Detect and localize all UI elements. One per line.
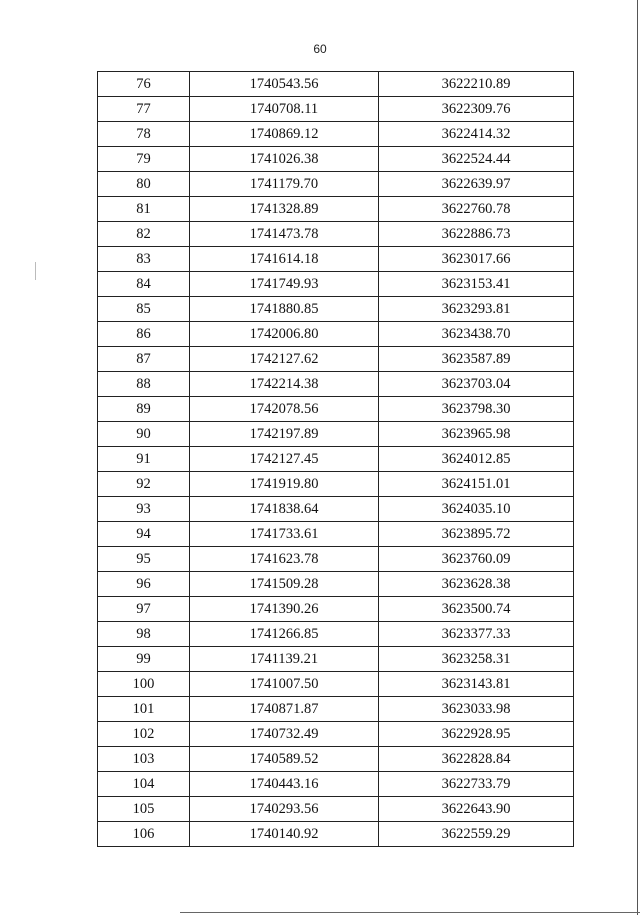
table-row: [98, 572, 574, 597]
point-number-cell: 96: [98, 572, 190, 597]
y-coordinate-cell: 3622760.78: [379, 197, 574, 222]
y-coordinate-cell: 3623628.38: [379, 572, 574, 597]
x-coordinate-cell: 1741390.26: [190, 597, 379, 622]
x-coordinate-cell: 1741880.85: [190, 297, 379, 322]
y-coordinate-cell: 3622524.44: [379, 147, 574, 172]
point-number-cell: 93: [98, 497, 190, 522]
x-coordinate-cell: 1741919.80: [190, 472, 379, 497]
point-number-cell: 77: [98, 97, 190, 122]
table-row: [98, 222, 574, 247]
x-coordinate-cell: 1741139.21: [190, 647, 379, 672]
table-row: [98, 547, 574, 572]
table-row: [98, 247, 574, 272]
y-coordinate-cell: 3622414.32: [379, 122, 574, 147]
point-number-cell: 104: [98, 772, 190, 797]
table-row: [98, 797, 574, 822]
y-coordinate-cell: 3623153.41: [379, 272, 574, 297]
table-row: [98, 697, 574, 722]
y-coordinate-cell: 3623293.81: [379, 297, 574, 322]
x-coordinate-cell: 1740869.12: [190, 122, 379, 147]
point-number-cell: 89: [98, 397, 190, 422]
x-coordinate-cell: 1741026.38: [190, 147, 379, 172]
table-row: [98, 497, 574, 522]
table-row: [98, 297, 574, 322]
table-row: [98, 647, 574, 672]
x-coordinate-cell: 1742006.80: [190, 322, 379, 347]
point-number-cell: 78: [98, 122, 190, 147]
point-number-cell: 103: [98, 747, 190, 772]
y-coordinate-cell: 3622733.79: [379, 772, 574, 797]
x-coordinate-cell: 1741328.89: [190, 197, 379, 222]
point-number-cell: 85: [98, 297, 190, 322]
y-coordinate-cell: 3623500.74: [379, 597, 574, 622]
y-coordinate-cell: 3622886.73: [379, 222, 574, 247]
table-row: [98, 347, 574, 372]
y-coordinate-cell: 3623438.70: [379, 322, 574, 347]
y-coordinate-cell: 3623587.89: [379, 347, 574, 372]
x-coordinate-cell: 1741614.18: [190, 247, 379, 272]
point-number-cell: 84: [98, 272, 190, 297]
table-row: [98, 197, 574, 222]
y-coordinate-cell: 3622828.84: [379, 747, 574, 772]
y-coordinate-cell: 3624035.10: [379, 497, 574, 522]
point-number-cell: 81: [98, 197, 190, 222]
point-number-cell: 80: [98, 172, 190, 197]
scan-edge-bottom: [180, 912, 640, 913]
x-coordinate-cell: 1741007.50: [190, 672, 379, 697]
point-number-cell: 99: [98, 647, 190, 672]
point-number-cell: 94: [98, 522, 190, 547]
table-row: [98, 672, 574, 697]
y-coordinate-cell: 3622559.29: [379, 822, 574, 847]
x-coordinate-cell: 1741473.78: [190, 222, 379, 247]
table-row: [98, 322, 574, 347]
y-coordinate-cell: 3624151.01: [379, 472, 574, 497]
y-coordinate-cell: 3623965.98: [379, 422, 574, 447]
y-coordinate-cell: 3623258.31: [379, 647, 574, 672]
y-coordinate-cell: 3623895.72: [379, 522, 574, 547]
table-row: [98, 372, 574, 397]
y-coordinate-cell: 3622928.95: [379, 722, 574, 747]
y-coordinate-cell: 3623703.04: [379, 372, 574, 397]
x-coordinate-cell: 1740543.56: [190, 72, 379, 97]
page-number: 60: [313, 42, 327, 56]
table-row: [98, 172, 574, 197]
table-row: [98, 522, 574, 547]
coordinate-table-body: [98, 72, 574, 847]
y-coordinate-cell: 3623033.98: [379, 697, 574, 722]
x-coordinate-cell: 1740293.56: [190, 797, 379, 822]
y-coordinate-cell: 3622210.89: [379, 72, 574, 97]
x-coordinate-cell: 1740732.49: [190, 722, 379, 747]
point-number-cell: 90: [98, 422, 190, 447]
y-coordinate-cell: 3623143.81: [379, 672, 574, 697]
table-row: [98, 622, 574, 647]
table-row: [98, 822, 574, 847]
point-number-cell: 106: [98, 822, 190, 847]
y-coordinate-cell: 3623377.33: [379, 622, 574, 647]
x-coordinate-cell: 1741266.85: [190, 622, 379, 647]
y-coordinate-cell: 3623798.30: [379, 397, 574, 422]
x-coordinate-cell: 1740871.87: [190, 697, 379, 722]
x-coordinate-cell: 1741838.64: [190, 497, 379, 522]
y-coordinate-cell: 3623017.66: [379, 247, 574, 272]
y-coordinate-cell: 3624012.85: [379, 447, 574, 472]
table-row: [98, 772, 574, 797]
table-row: [98, 97, 574, 122]
coordinate-table: [97, 71, 574, 847]
point-number-cell: 97: [98, 597, 190, 622]
x-coordinate-cell: 1740589.52: [190, 747, 379, 772]
point-number-cell: 100: [98, 672, 190, 697]
y-coordinate-cell: 3622639.97: [379, 172, 574, 197]
table-row: [98, 747, 574, 772]
table-row: [98, 122, 574, 147]
table-row: [98, 597, 574, 622]
point-number-cell: 105: [98, 797, 190, 822]
point-number-cell: 86: [98, 322, 190, 347]
point-number-cell: 95: [98, 547, 190, 572]
point-number-cell: 82: [98, 222, 190, 247]
x-coordinate-cell: 1740708.11: [190, 97, 379, 122]
point-number-cell: 92: [98, 472, 190, 497]
point-number-cell: 91: [98, 447, 190, 472]
scan-edge-right: [637, 0, 638, 915]
x-coordinate-cell: 1741749.93: [190, 272, 379, 297]
table-row: [98, 147, 574, 172]
point-number-cell: 87: [98, 347, 190, 372]
y-coordinate-cell: 3622309.76: [379, 97, 574, 122]
x-coordinate-cell: 1742078.56: [190, 397, 379, 422]
point-number-cell: 102: [98, 722, 190, 747]
x-coordinate-cell: 1742127.62: [190, 347, 379, 372]
table-row: [98, 272, 574, 297]
table-row: [98, 447, 574, 472]
x-coordinate-cell: 1740443.16: [190, 772, 379, 797]
table-row: [98, 72, 574, 97]
point-number-cell: 101: [98, 697, 190, 722]
y-coordinate-cell: 3622643.90: [379, 797, 574, 822]
x-coordinate-cell: 1741509.28: [190, 572, 379, 597]
x-coordinate-cell: 1742127.45: [190, 447, 379, 472]
table-row: [98, 422, 574, 447]
point-number-cell: 83: [98, 247, 190, 272]
x-coordinate-cell: 1742197.89: [190, 422, 379, 447]
scan-mark: [35, 262, 36, 280]
x-coordinate-cell: 1741623.78: [190, 547, 379, 572]
x-coordinate-cell: 1740140.92: [190, 822, 379, 847]
table-row: [98, 472, 574, 497]
point-number-cell: 76: [98, 72, 190, 97]
point-number-cell: 79: [98, 147, 190, 172]
table-row: [98, 397, 574, 422]
x-coordinate-cell: 1742214.38: [190, 372, 379, 397]
table-row: [98, 722, 574, 747]
x-coordinate-cell: 1741733.61: [190, 522, 379, 547]
point-number-cell: 98: [98, 622, 190, 647]
point-number-cell: 88: [98, 372, 190, 397]
y-coordinate-cell: 3623760.09: [379, 547, 574, 572]
x-coordinate-cell: 1741179.70: [190, 172, 379, 197]
